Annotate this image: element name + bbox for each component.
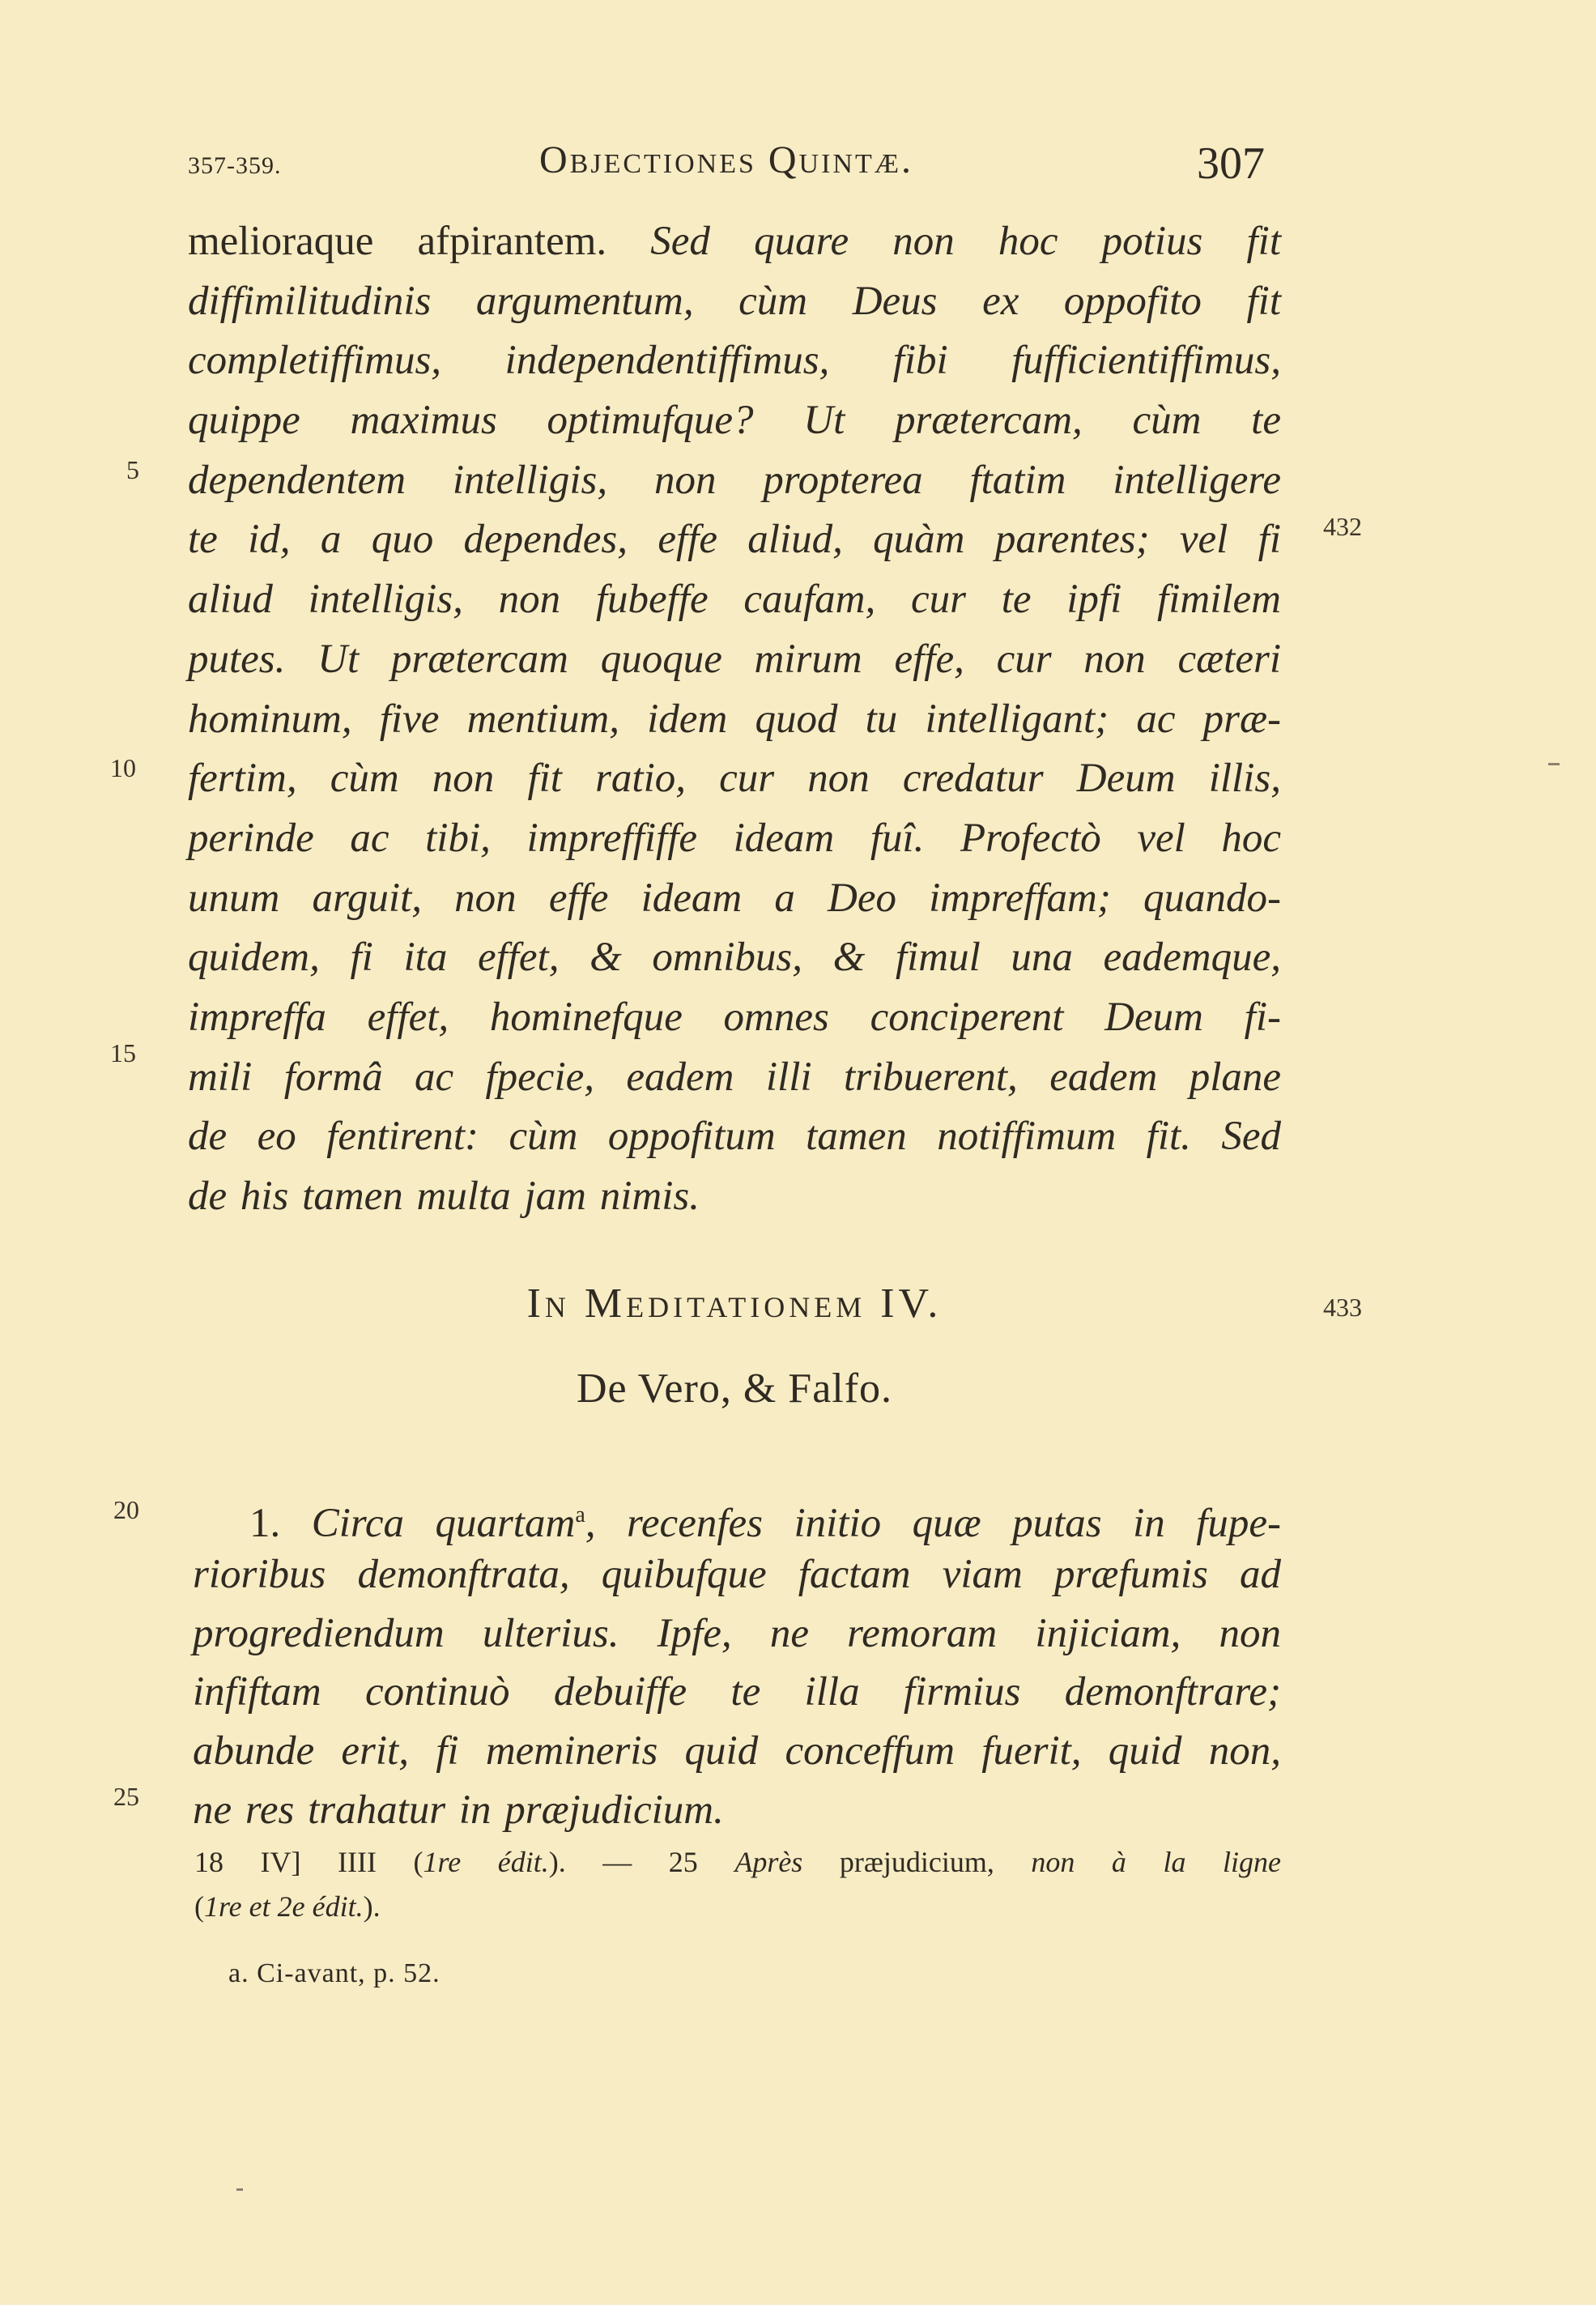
text-line: aliud intelligis, non fubeffe caufam, cur te ipfi fimilem [188, 577, 1281, 623]
text-line: fertim, cùm non fit ratio, cur non credatur Deum illis, [188, 756, 1281, 802]
text-line: dependentem intelligis, non propterea ftatim intelligere [188, 457, 1281, 503]
text-line: te id, a quo dependes, effe aliud, quàm parentes; vel fi [188, 517, 1281, 563]
paper-speck [236, 2188, 243, 2191]
text-block-meditation-iv [193, 1486, 1281, 1840]
text-line: impreffa effet, hominefque omnes conciperent Deum fi- [188, 994, 1281, 1040]
paper-speck [1548, 763, 1560, 765]
text-line: mili formâ ac fpecie, eadem illi tribuerent, eadem plane [188, 1054, 1281, 1100]
line-number: 25 [113, 1782, 139, 1811]
running-title: Objectiones Quintæ. [539, 138, 913, 181]
text-line: abunde erit, fi memineris quid conceffum fuerit, quid non, [193, 1728, 1281, 1775]
text-line: rioribus demonftrata, quibufque factam viam præfumis ad [193, 1551, 1281, 1597]
text-line: hominum, five mentium, idem quod tu intelligant; ac præ- [188, 696, 1281, 742]
text-line: quippe maximus optimufque? Ut prætercam, cùm te [188, 398, 1281, 444]
text-line: 1. Circa quartam$^a$, recenfes initio quæ putas in fupe- [249, 1501, 1281, 1546]
text-line: unum arguit, non effe ideam a Deo impreffam; quando- [188, 875, 1281, 921]
line-number: 5 [126, 455, 139, 484]
section-heading: In Meditationem IV. [526, 1280, 943, 1327]
text-line: de eo fentirent: cùm oppofitum tamen notiffimum fit. Sed [188, 1114, 1281, 1160]
page-range: 357-359. [188, 152, 282, 179]
line-number: 15 [110, 1038, 136, 1067]
text-line: ne res trahatur in præjudicium. [193, 1787, 724, 1833]
section-subheading: De Vero, & Falfo. [576, 1366, 893, 1412]
text-line: diffimilitudinis argumentum, cùm Deus ex oppofito fit [188, 278, 1281, 324]
margin-page-ref: 432 [1323, 512, 1362, 541]
apparatus-line: 18 IV] IIII (1re édit.). — 25 Après præjudicium, non à la ligne [194, 1846, 1281, 1878]
running-head [188, 138, 1265, 194]
text-line: melioraque afpirantem. Sed quare non hoc potius fit [188, 219, 1281, 264]
line-number: 10 [110, 753, 136, 782]
line-number: 20 [113, 1495, 139, 1524]
text-line: progrediendum ulterius. Ipfe, ne remoram injiciam, non [193, 1610, 1281, 1656]
text-line: infiftam continuò debuiffe te illa firmius demonftrare; [193, 1669, 1281, 1715]
footnote: a. Ci-avant, p. 52. [228, 1958, 440, 1988]
text-line: putes. Ut prætercam quoque mirum effe, cur non cæteri [188, 636, 1281, 682]
text-line: de his tamen multa jam nimis. [188, 1174, 700, 1219]
margin-page-ref: 433 [1323, 1293, 1362, 1322]
text-line: quidem, fi ita effet, & omnibus, & fimul una eademque, [188, 935, 1281, 981]
page-number: 307 [1197, 138, 1265, 189]
text-line: perinde ac tibi, impreffiffe ideam fuî. Profectò vel hoc [188, 815, 1281, 861]
apparatus-line: (1re et 2e édit.). [194, 1890, 381, 1923]
text-line: completiffimus, independentiffimus, fibi fufficientiffimus, [188, 338, 1281, 384]
critical-apparatus [194, 1840, 1281, 1929]
text-block-continuation [188, 212, 1281, 1227]
